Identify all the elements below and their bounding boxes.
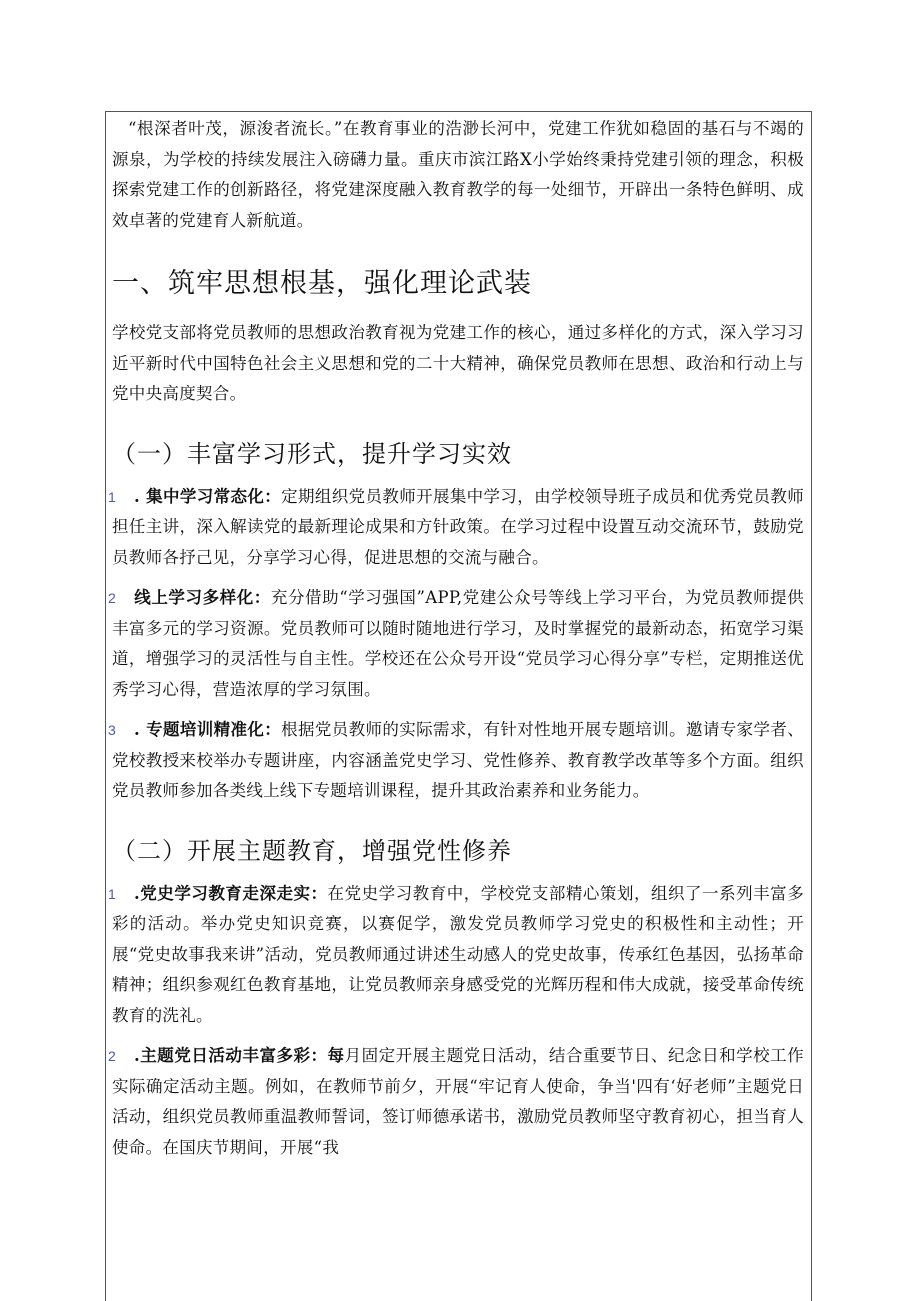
intro-paragraph: “根深者叶茂，源浚者流长。”在教育事业的浩渺长河中，党建工作犹如稳固的基石与不竭的源泉，为学校的持续发展注入磅礴力量。重庆市滨江路X小学始终秉持党建引领的理念，积极探索党建工作的创新路径，将党建深度融入教育教学的每一处细节，开辟出一条特色鲜明、成效卓著的党建育人新航道。 <box>112 119 804 230</box>
subsection-1-title: （一）丰富学习形式，提升学习实效 <box>112 439 512 468</box>
list-item-heading: 专题培训精准化： <box>146 720 282 739</box>
list-item <box>108 482 804 574</box>
list-item <box>108 1041 804 1163</box>
list-item-number: 2 <box>108 590 116 606</box>
section-1-title: 一、筑牢思想根基，强化理论武装 <box>112 268 532 299</box>
list-item-lead: . <box>134 720 147 739</box>
list-item-heading: 集中学习常态化： <box>146 486 282 506</box>
list-item <box>108 879 804 1032</box>
list-item-heading: 线上学习多样化： <box>134 588 271 607</box>
list-item-text: 月固定开展主题党日活动，结合重要节日、纪念日和学校工作实际确定活动主题。例如，在教师节前夕，开展“牢记育人使命，争当'四有‘好老师”主题党日活动，组织党员教师重温教师誓词，签订师德承诺书，激励党员教师坚守教育初心，担当育人使命。在国庆节期间，开展“我 <box>112 1046 804 1157</box>
list-item-lead: . <box>134 1046 141 1065</box>
subsection-2-title: （二）开展主题教育，增强党性修养 <box>112 836 512 865</box>
list-item-number: 3 <box>108 722 116 738</box>
list-item-heading: 党史学习教育走深走实： <box>140 883 328 903</box>
list-item-text: 根据党员教师的实际需求，有针对性地开展专题培训。邀请专家学者、党校教授来校举办专题讲座，内容涵盖党史学习、党性修养、教育教学改革等多个方面。组织党员教师参加各类线上线下专题培训课程，提升其政治素养和业务能力。 <box>112 720 804 800</box>
list-item <box>108 583 804 705</box>
list-item-number: 1 <box>108 885 116 902</box>
document-body <box>108 114 804 1163</box>
list-item-text: 定期组织党员教师开展集中学习，由学校领导班子成员和优秀党员教师担任主讲，深入解读党的最新理论成果和方针政策。在学习过程中设置互动交流环节，鼓励党员教师各抒己见，分享学习心得，促进思想的交流与融合。 <box>112 486 804 567</box>
list-item-heading: 主题党日活动丰富多彩：每 <box>140 1046 345 1065</box>
list-item-text: 在党史学习教育中，学校党支部精心策划，组织了一系列丰富多彩的活动。举办党史知识竞赛，以赛促学，激发党员教师学习党史的积极性和主动性；开展“党史故事我来讲”活动，党员教师通过讲述生动感人的党史故事，传承红色基因，弘扬革命精神；组织参观红色教育基地，让党员教师亲身感受党的光辉历程和伟大成就，接受革命传统教育的洗礼。 <box>112 883 804 1025</box>
section-1-paragraph: 学校党支部将党员教师的思想政治教育视为党建工作的核心，通过多样化的方式，深入学习习近平新时代中国特色社会主义思想和党的二十大精神，确保党员教师在思想、政治和行动上与党中央高度契合。 <box>112 323 804 403</box>
list-item-number: 2 <box>108 1048 116 1064</box>
list-item-lead: . <box>134 486 147 506</box>
list-item <box>108 715 804 807</box>
list-item-number: 1 <box>108 488 116 505</box>
list-item-text: 充分借助“学习强国”APP,党建公众号等线上学习平台，为党员教师提供丰富多元的学习资源。党员教师可以随时随地进行学习，及时掌握党的最新动态，拓宽学习渠道，增强学习的灵活性与自主性。学校还在公众号开设“党员学习心得分享”专栏，定期推送优秀学习心得，营造浓厚的学习氛围。 <box>112 588 804 699</box>
list-item-lead: . <box>134 883 141 903</box>
